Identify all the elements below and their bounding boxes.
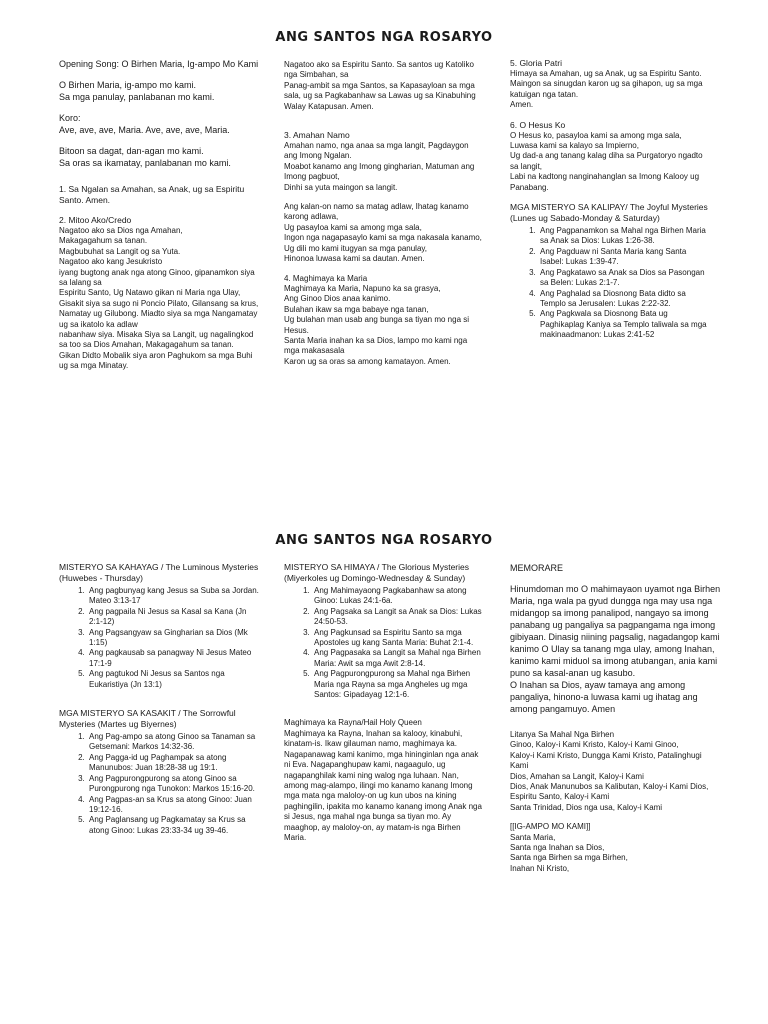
- litany-line: Santa nga Birhen sa mga Birhen,: [510, 853, 628, 863]
- o-hesus-heading: 6. O Hesus Ko: [510, 119, 566, 130]
- list-item: 4. Ang pagkausab sa panagway Ni Jesus Mateo 17:1-9: [87, 648, 259, 669]
- song-verse-line: Sa mga panulay, panlabanan mo kami.: [59, 92, 215, 102]
- top-column-2: [284, 60, 482, 367]
- glorious-mysteries-heading: MISTERYO SA HIMAYA / The Glorious Mysteries (Miyerkoles ug Domingo-Wednesday & Sunday): [284, 562, 470, 583]
- list-item: 3. Ang Pagkunsad sa Espiritu Santo sa mga Apostoles ug kang Santa Maria: Buhat 2:1-4.: [312, 628, 484, 649]
- credo-line: Nagatoo ako sa Espiritu Santo. Sa santos ug Katoliko nga Simbahan, sa: [284, 60, 474, 80]
- list-item: 5. Ang pagtukod Ni Jesus sa Santos nga Eukaristiya (Jn 13:1): [87, 669, 259, 690]
- bottom-column-2: [284, 562, 484, 843]
- top-column-1: [59, 58, 259, 372]
- song-verse-line: Bitoon sa dagat, dan-agan mo kami.: [59, 146, 204, 156]
- page-title-bottom: ANG SANTOS NGA ROSARYO: [275, 533, 493, 548]
- list-item: 5. Ang Pagpurongpurong sa Mahal nga Birhen Maria nga Rayna sa mga Angheles ug mga Santos: Gipadayag 12:1-6.: [312, 669, 484, 700]
- prayer-line: Amahan namo, nga anaa sa mga langit, Pagdaygon ang Imong Ngalan.: [284, 141, 469, 161]
- litany-line: Dios, Anak Manunubos sa Kalibutan, Kaloy-i Kami Dios,: [510, 782, 709, 792]
- list-item: 1. Ang pagbunyag kang Jesus sa Suba sa Jordan. Mateo 3:13-17: [87, 586, 259, 607]
- prayer-line: Moabot kanamo ang Imong gingharian, Matuman ang Imong pagbuot,: [284, 161, 475, 182]
- list-item: 1. Ang Pag-ampo sa atong Ginoo sa Tanaman sa Getsemani: Markos 14:32-36.: [87, 732, 259, 753]
- prayer-line: Dinhi sa yuta maingon sa langit.: [284, 182, 398, 192]
- prayer-line: Ang kalan-on namo sa matag adlaw, Ihatag kanamo karong adlawa,: [284, 202, 469, 222]
- luminous-mysteries-heading: MISTERYO SA KAHAYAG / The Luminous Mysteries (Huwebes - Thursday): [59, 562, 259, 583]
- joyful-mysteries-heading: MGA MISTERYO SA KALIPAY/ The Joyful Mysteries (Lunes ug Sabado-Monday & Saturday): [510, 202, 708, 224]
- hail-holy-queen-heading: Maghimaya ka Rayna/Hail Holy Queen: [284, 718, 422, 728]
- ig-ampo-heading: [[IG-AMPO MO KAMI]]: [510, 822, 591, 832]
- song-verse-line: O Birhen Maria, ig-ampo mo kami.: [59, 80, 197, 90]
- prayer-line: Luwasa kami sa kalayo sa Impierno,: [510, 141, 639, 151]
- list-item: 2. Ang Pagga-id ug Paghampak sa atong Manunubos: Juan 18:28-38 ug 19:1.: [87, 753, 259, 774]
- list-item: 3. Ang Pagkatawo sa Anak sa Dios sa Pasongan sa Belen: Lukas 2:1-7.: [538, 268, 710, 289]
- credo-line: nabanhaw siya. Misaka Siya sa Langit, ug nagalingkod sa too sa Dios Amahan, Makagagahum sa tanan.: [59, 330, 254, 350]
- prayer-line: Ug bulahan man usab ang bunga sa tiyan mo nga si Hesus.: [284, 315, 470, 335]
- opening-song: Opening Song: O Birhen Maria, Ig-ampo Mo Kami: [59, 59, 259, 69]
- hail-mary-heading: 4. Maghimaya ka Maria: [284, 273, 368, 283]
- gloria-heading: 5. Gloria Patri: [510, 58, 562, 68]
- list-item: 4. Ang Paghalad sa Diosnong Bata didto sa Templo sa Jerusalen: Lukas 2:22-32.: [538, 289, 710, 310]
- list-item: 2. Ang Pagduaw ni Santa Maria kang Santa Isabel: Lukas 1:39-47.: [538, 247, 710, 268]
- credo-line: Gikan Didto Mobalik siya aron Paghukom sa mga Buhi ug sa mga Minatay.: [59, 350, 253, 371]
- litany-line: Inahan Ni Kristo,: [510, 863, 570, 873]
- koro-label: Koro:: [59, 113, 81, 123]
- litany-line: Dios, Amahan sa Langit, Kaloy-i Kami: [510, 771, 644, 781]
- memorare-text: Hinumdoman mo O mahimayaon uyamot nga Birhen Maria, nga wala pa gyud dungga nga may usa nga midangop sa imong panalipod, nangayo sa imong panabang ug pangaliya sa pagpangama nga imong gibiyaan. Dinasig niining pagsalig, nagadangop kami kanimo O Ulay sa tanang mga ulay, among Inahan, kanimo kami miduol sa imong atubangan, ania kami puno sa kasal-anan ug kasubo.: [510, 584, 721, 678]
- prayer-line: Ug dili mo kami itugyan sa mga panulay,: [284, 243, 428, 253]
- item-sign-of-cross: 1. Sa Ngalan sa Amahan, sa Anak, ug sa Espiritu Santo. Amen.: [59, 184, 245, 205]
- credo-line: Panag-ambit sa mga Santos, sa Kapasayloan sa mga sala, ug sa Pagkabanhaw sa Lawas ug sa Kinabuhing Walay Katapusan. Amen.: [284, 80, 476, 111]
- page-title-top: ANG SANTOS NGA ROSARYO: [275, 30, 493, 45]
- litany-line: Santa Maria,: [510, 832, 556, 842]
- list-item: 3. Ang Pagsangyaw sa Gingharian sa Dios (Mk 1:15): [87, 628, 259, 649]
- litany-line: Ginoo, Kaloy-i Kami Kristo, Kaloy-i Kami Ginoo,: [510, 740, 679, 750]
- prayer-line: Ingon nga nagapasaylo kami sa mga nakasala kanamo,: [284, 233, 482, 243]
- credo-line: Nagatoo ako kang Jesukristo: [59, 257, 163, 267]
- credo-line: Magbubuhat sa Langit og sa Yuta.: [59, 246, 181, 256]
- prayer-line: Maingon sa sinugdan karon ug sa gihapon, ug sa mga katuigan nga tatan.: [510, 79, 703, 99]
- hail-holy-queen-text: Maghimaya ka Rayna, Inahan sa kalooy, kinabuhi, kinatam-is. Ikaw gilauman namo, maghimaya ka. Nagapanawag kami kanimo, mga hininginlan nga anak ni Eva. Nagapanghupaw kami, nagaagulo, ug nagapanghilak kami ning walog nga luhaan. Nan, among mag-alampo, ilingi mo kanamo kanang Imong mga mata nga maloloy-on ug kun ubos na kining paghingilin, ipakita mo kanamo kanang imong Anak nga si Jesus, nga mahal nga bunga sa tiyan mo. Ay maaghop, ay maloloy-on, ay matam-is nga Birhen Maria.: [284, 728, 482, 842]
- prayer-line: Maghimaya ka Maria, Napuno ka sa grasya,: [284, 283, 441, 293]
- memorare-heading: MEMORARE: [510, 563, 564, 573]
- memorare-text: O Inahan sa Dios, ayaw tamaya ang among pangaliya, hinono-a luwasa kami ug ihatag ang among pangamuyo. Amen: [510, 680, 698, 714]
- litany-heading: Litanya Sa Mahal Nga Birhen: [510, 730, 615, 739]
- list-item: 4. Ang Pagpas-an sa Krus sa atong Ginoo: Juan 19:12-16.: [87, 795, 259, 816]
- amahan-namo-heading: 3. Amahan Namo: [284, 130, 350, 141]
- prayer-line: Ug dad-a ang tanang kalag diha sa Purgatoryo ngadto sa langit,: [510, 151, 703, 171]
- bottom-column-3: [510, 562, 722, 874]
- sorrowful-mysteries-list: [59, 732, 259, 836]
- litany-line: Santa nga Inahan sa Dios,: [510, 843, 605, 853]
- glorious-mysteries-list: [284, 586, 484, 700]
- credo-heading: 2. Mitoo Ako/Credo: [59, 215, 132, 225]
- prayer-line: Karon ug sa oras sa among kamatayon. Amen.: [284, 356, 451, 366]
- sorrowful-mysteries-heading: MGA MISTERYO SA KASAKIT / The Sorrowful Mysteries (Martes ug Biyernes): [59, 708, 236, 730]
- prayer-line: Ug pasayloa kami sa among mga sala,: [284, 222, 422, 232]
- list-item: 4. Ang Pagpasaka sa Langit sa Mahal nga Birhen Maria: Awit sa mga Awit 2:8-14.: [312, 648, 484, 669]
- credo-line: Makagagahum sa tanan.: [59, 236, 148, 246]
- credo-line: Espiritu Santo, Ug Natawo gikan ni Maria nga Ulay, Gisakit siya sa sugo ni Poncio Pilato, Gilansang sa krus, Namatay ug Gilubong. Miadto siya sa mga Nangamatay ug sa ikatolo ka adlaw: [59, 288, 259, 329]
- song-verse-line: Sa oras sa ikamatay, panlabanan mo kami.: [59, 158, 231, 168]
- prayer-line: Ang Ginoo Dios anaa kanimo.: [284, 294, 391, 304]
- prayer-line: Santa Maria inahan ka sa Dios, lampo mo kami nga mga makasasala: [284, 335, 468, 356]
- prayer-line: Bulahan ikaw sa mga babaye nga tanan,: [284, 304, 429, 314]
- litany-line: Santa Trinidad, Dios nga usa, Kaloy-i Kami: [510, 802, 663, 812]
- prayer-line: Hinonoa luwasa kami sa dautan. Amen.: [284, 254, 425, 264]
- prayer-line: O Hesus ko, pasayloa kami sa among mga sala,: [510, 130, 682, 140]
- credo-line: iyang bugtong anak nga atong Ginoo, gipanamkon siya sa lalang sa: [59, 267, 255, 288]
- list-item: 1. Ang Pagpanamkon sa Mahal nga Birhen Maria sa Anak sa Dios: Lukas 1:26-38.: [538, 226, 710, 247]
- list-item: 3. Ang Pagpurongpurong sa atong Ginoo sa Purongpurong nga Tunokon: Markos 15:16-20.: [87, 774, 259, 795]
- list-item: 2. Ang Pagsaka sa Langit sa Anak sa Dios: Lukas 24:50-53.: [312, 607, 484, 628]
- list-item: 5. Ang Paglansang ug Pagkamatay sa Krus sa atong Ginoo: Lukas 23:33-34 ug 39-46.: [87, 815, 259, 836]
- credo-line: Nagatoo ako sa Dios nga Amahan,: [59, 226, 183, 235]
- luminous-mysteries-list: [59, 586, 259, 690]
- prayer-line: Labi na kadtong nanginahanglan sa Imong Kalooy ug Panabang.: [510, 172, 700, 192]
- prayer-line: Amen.: [510, 100, 534, 110]
- bottom-column-1: [59, 562, 259, 836]
- litany-line: Espiritu Santo, Kaloy-i Kami: [510, 792, 610, 802]
- list-item: 1. Ang Mahimayaong Pagkabanhaw sa atong Ginoo: Lukas 24:1-6a.: [312, 586, 484, 607]
- koro-line: Ave, ave, ave, Maria. Ave, ave, ave, Maria.: [59, 125, 230, 135]
- litany-line: Kaloy-i Kami Kristo, Dungga Kami Kristo, Patalinghugi Kami: [510, 750, 702, 771]
- top-column-3: [510, 58, 710, 341]
- list-item: 5. Ang Pagkwala sa Diosnong Bata ug Paghikaplag Kaniya sa Templo taliwala sa mga makinaadmanon: Lukas 2:41-52: [538, 309, 710, 340]
- list-item: 2. Ang pagpaila Ni Jesus sa Kasal sa Kana (Jn 2:1-12): [87, 607, 259, 628]
- prayer-line: Himaya sa Amahan, ug sa Anak, ug sa Espiritu Santo.: [510, 69, 702, 78]
- joyful-mysteries-list: [510, 226, 710, 340]
